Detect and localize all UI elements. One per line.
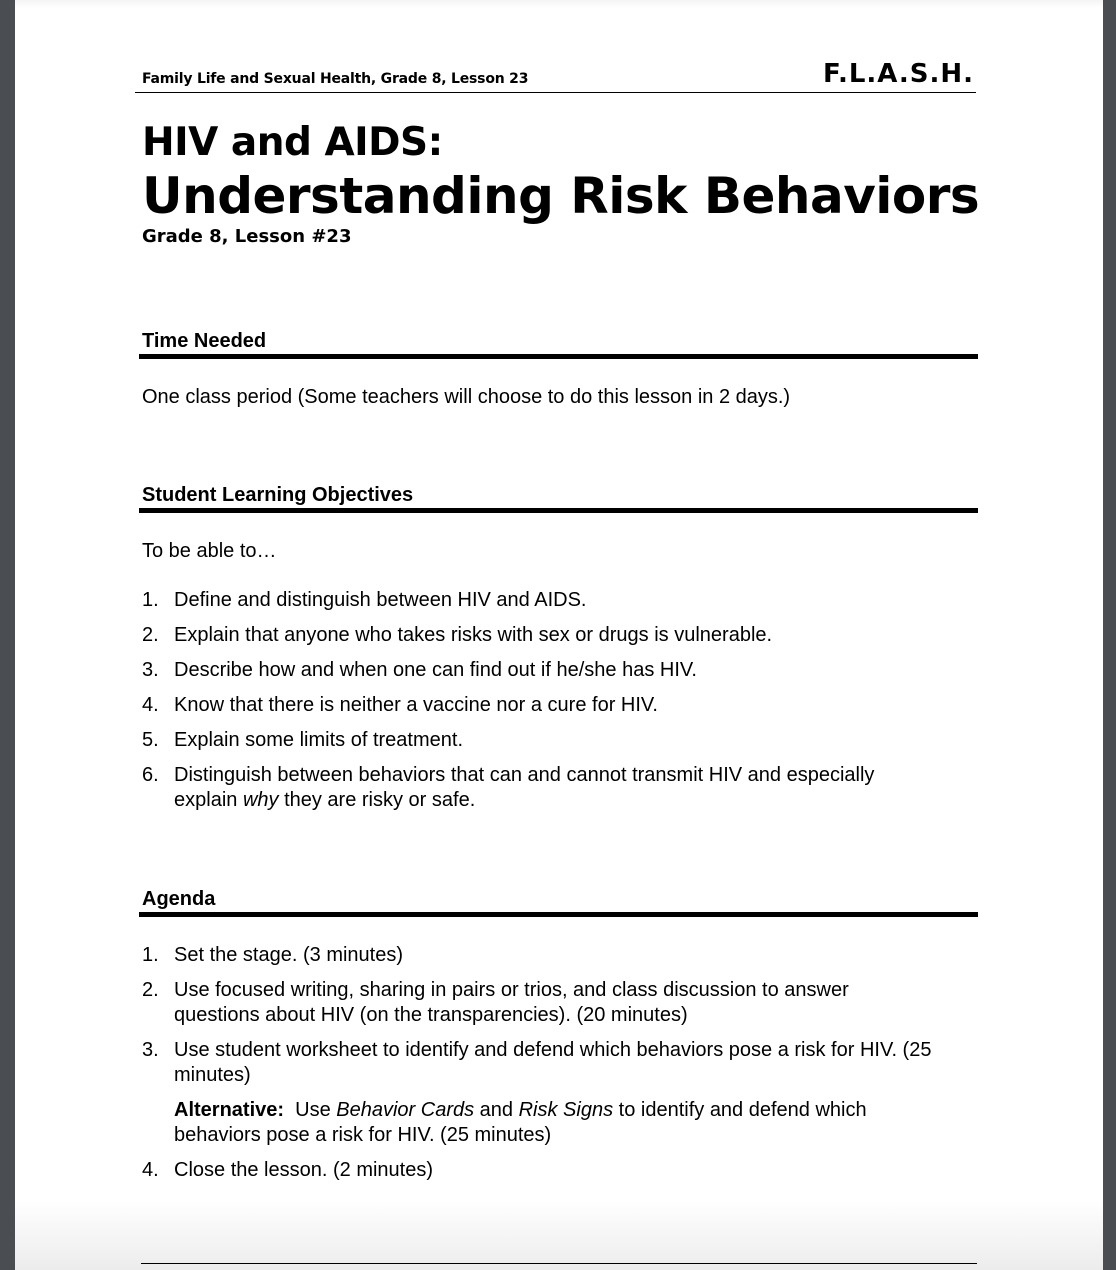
list-number: 1. [142, 944, 159, 966]
lesson-title-block [142, 118, 979, 250]
alternative-text: to identify and defend which behaviors pose a risk for HIV. (25 minutes) [174, 1099, 867, 1146]
list-text: Explain that anyone who takes risks with sex or drugs is vulnerable. [174, 624, 773, 646]
alternative-text: Use [284, 1099, 337, 1121]
agenda-alternative [174, 1098, 962, 1148]
list-text: they are risky or safe. [278, 789, 476, 811]
agenda-list [142, 943, 962, 1193]
footer-divider [141, 1263, 977, 1264]
list-number: 6. [142, 764, 159, 786]
list-item [142, 728, 962, 753]
section-heading-label: Student Learning Objectives [142, 484, 414, 506]
alternative-emphasis: Behavior Cards [336, 1099, 475, 1121]
time-needed-text: One class period (Some teachers will choose to do this lesson in 2 days.) [142, 386, 791, 408]
running-header [135, 56, 976, 93]
list-item [142, 1158, 962, 1183]
page-title: Understanding Risk Behaviors [142, 167, 980, 225]
list-item [142, 1038, 962, 1148]
list-number: 4. [142, 694, 159, 716]
page-edge-shadow [15, 0, 1103, 8]
list-text: Explain some limits of treatment. [174, 729, 463, 751]
list-item [142, 978, 962, 1028]
section-heading-time-needed [139, 328, 978, 359]
section-heading-label: Agenda [142, 888, 216, 910]
list-item [142, 693, 962, 718]
list-text: Use student worksheet to identify and defend which behaviors pose a risk for HIV. (25 minutes) [174, 1039, 932, 1086]
alternative-text: and [474, 1099, 519, 1121]
list-text: Close the lesson. (2 minutes) [174, 1159, 434, 1181]
list-item [142, 763, 962, 813]
list-number: 3. [142, 659, 159, 681]
list-number: 5. [142, 729, 159, 751]
objectives-intro: To be able to… [142, 540, 277, 562]
list-number: 3. [142, 1039, 159, 1061]
objectives-list [142, 588, 962, 823]
list-number: 2. [142, 979, 159, 1001]
title-subtitle: Grade 8, Lesson #23 [142, 226, 352, 247]
alternative-emphasis: Risk Signs [518, 1099, 614, 1121]
list-item [142, 943, 962, 968]
section-heading-label: Time Needed [142, 330, 267, 352]
running-header-course: Family Life and Sexual Health, Grade 8, Lesson 23 [142, 71, 529, 87]
section-heading-agenda [139, 886, 978, 917]
list-number: 2. [142, 624, 159, 646]
running-header-brand: F.L.A.S.H. [823, 59, 974, 89]
list-item [142, 588, 962, 613]
list-text: Distinguish between behaviors that can and cannot transmit HIV and especially explain [174, 764, 875, 811]
list-text: Use focused writing, sharing in pairs or trios, and class discussion to answer questions about HIV (on the transparencies). (20 minutes) [174, 979, 849, 1026]
list-text: Describe how and when one can find out if he/she has HIV. [174, 659, 697, 681]
document-page [15, 0, 1103, 1270]
list-text-emphasis: why [242, 789, 279, 811]
section-heading-objectives [139, 482, 978, 513]
list-item [142, 658, 962, 683]
list-number: 1. [142, 589, 159, 611]
list-item [142, 623, 962, 648]
title-topic: HIV and AIDS: [142, 120, 443, 165]
alternative-label: Alternative: [174, 1099, 285, 1121]
list-number: 4. [142, 1159, 159, 1181]
list-text: Know that there is neither a vaccine nor a cure for HIV. [174, 694, 658, 716]
list-text: Define and distinguish between HIV and AIDS. [174, 589, 587, 611]
list-text: Set the stage. (3 minutes) [174, 944, 404, 966]
